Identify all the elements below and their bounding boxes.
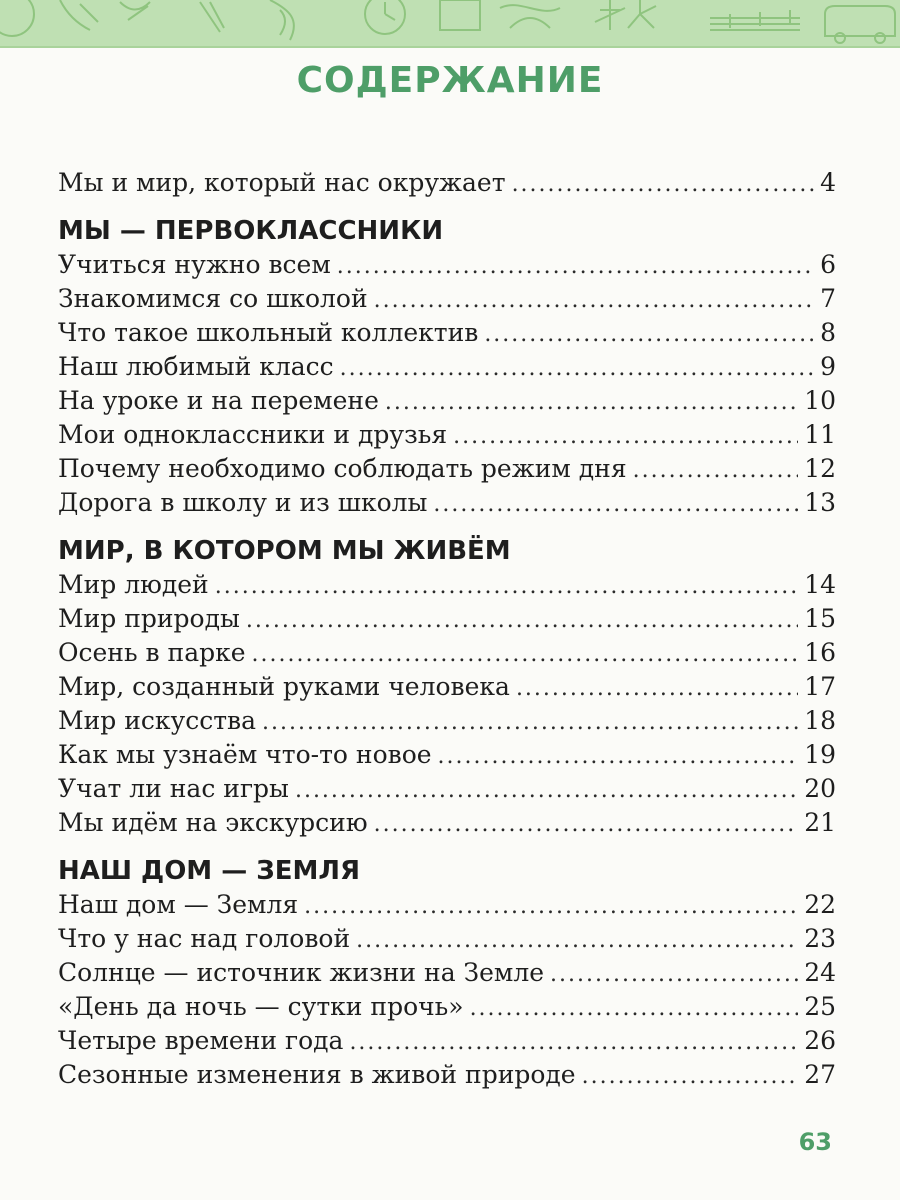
- toc-entry-page: 7: [820, 284, 836, 313]
- toc-entry-label: Учиться нужно всем: [58, 250, 331, 279]
- toc-entry-page: 19: [804, 740, 836, 769]
- toc-entry-page: 16: [804, 638, 836, 667]
- dot-leader: [349, 1026, 798, 1060]
- dot-leader: [550, 958, 798, 992]
- toc-entry[interactable]: [58, 248, 836, 282]
- page-number: 63: [798, 1128, 832, 1156]
- section-heading-world-we-live-in: МИР, В КОТОРОМ МЫ ЖИВЁМ: [58, 536, 511, 566]
- toc-entry-page: 25: [804, 992, 836, 1021]
- toc-entry[interactable]: [58, 922, 836, 956]
- toc-entry[interactable]: [58, 384, 836, 418]
- toc-entry[interactable]: [58, 956, 836, 990]
- toc-entry-page: 13: [804, 488, 836, 517]
- dot-leader: [337, 250, 814, 284]
- toc-entry-page: 15: [804, 604, 836, 633]
- toc-entry-label: На уроке и на перемене: [58, 386, 379, 415]
- toc-entry[interactable]: [58, 568, 836, 602]
- toc-entry-page: 26: [804, 1026, 836, 1055]
- toc-entry-label: Мир людей: [58, 570, 209, 599]
- section-entries-world-we-live-in: [58, 568, 836, 840]
- toc-entry-label: Что у нас над головой: [58, 924, 351, 953]
- toc-entry[interactable]: [58, 316, 836, 350]
- section-entries-our-home-earth: [58, 888, 836, 1092]
- toc-entry-page: 23: [804, 924, 836, 953]
- toc-entry-label: Осень в парке: [58, 638, 246, 667]
- toc-entry[interactable]: [58, 738, 836, 772]
- page-title: СОДЕРЖАНИЕ: [296, 60, 604, 101]
- toc-entry-page: 27: [804, 1060, 836, 1089]
- dot-leader: [252, 638, 799, 672]
- toc-entry-label: Дорога в школу и из школы: [58, 488, 428, 517]
- toc-entry-label: Мир искусства: [58, 706, 257, 735]
- dot-leader: [433, 488, 798, 522]
- toc-entry-label: Почему необходимо соблюдать режим дня: [58, 454, 627, 483]
- dot-leader: [215, 570, 798, 604]
- toc-entry[interactable]: [58, 602, 836, 636]
- dot-leader: [385, 386, 798, 420]
- toc-entry[interactable]: [58, 1058, 836, 1092]
- toc-entry[interactable]: [58, 350, 836, 384]
- dot-leader: [304, 890, 798, 924]
- section-heading-our-home-earth: НАШ ДОМ — ЗЕМЛЯ: [58, 856, 361, 886]
- toc-entry-page: 18: [804, 706, 836, 735]
- dot-leader: [295, 774, 798, 808]
- toc-entry-page: 11: [804, 420, 836, 449]
- toc-entry[interactable]: [58, 772, 836, 806]
- toc-entry[interactable]: [58, 636, 836, 670]
- toc-entry-label: Знакомимся со школой: [58, 284, 368, 313]
- toc-entry[interactable]: [58, 990, 836, 1024]
- toc-entry-label: Мир природы: [58, 604, 240, 633]
- toc-entry[interactable]: [58, 704, 836, 738]
- toc-entry-label: Сезонные изменения в живой природе: [58, 1060, 576, 1089]
- toc-entry[interactable]: [58, 418, 836, 452]
- toc-entry-intro[interactable]: [58, 166, 836, 200]
- toc-entry-page: 6: [820, 250, 836, 279]
- toc-entry-label: Наш любимый класс: [58, 352, 334, 381]
- toc-entry-label: Как мы узнаём что-то новое: [58, 740, 432, 769]
- toc-entry[interactable]: [58, 670, 836, 704]
- dot-leader: [262, 706, 798, 740]
- dot-leader: [484, 318, 814, 352]
- toc-entry[interactable]: [58, 282, 836, 316]
- toc-entry[interactable]: [58, 806, 836, 840]
- dot-leader: [374, 284, 814, 318]
- toc-entry[interactable]: [58, 888, 836, 922]
- doodle-pattern-icon: [0, 0, 900, 46]
- toc-entry-page: 12: [804, 454, 836, 483]
- section-entries-first-graders: [58, 248, 836, 520]
- dot-leader: [374, 808, 799, 842]
- toc-entry-page: 20: [804, 774, 836, 803]
- toc-entry-label: Мир, созданный руками человека: [58, 672, 510, 701]
- section-heading-first-graders: МЫ — ПЕРВОКЛАССНИКИ: [58, 216, 444, 246]
- toc-entry-page: 4: [820, 168, 836, 197]
- toc-entry-label: Мы идём на экскурсию: [58, 808, 368, 837]
- toc-entry-page: 14: [804, 570, 836, 599]
- toc-entry-label: Учат ли нас игры: [58, 774, 289, 803]
- toc-entry[interactable]: [58, 486, 836, 520]
- toc-entry-page: 22: [804, 890, 836, 919]
- toc-entry-label: Четыре времени года: [58, 1026, 344, 1055]
- dot-leader: [470, 992, 799, 1026]
- dot-leader: [516, 672, 798, 706]
- toc-entry-page: 10: [804, 386, 836, 415]
- toc-entry-label: «День да ночь — сутки прочь»: [58, 992, 464, 1021]
- dot-leader: [246, 604, 798, 638]
- dot-leader: [582, 1060, 799, 1094]
- toc-entry[interactable]: [58, 452, 836, 486]
- table-of-contents: [58, 166, 836, 1092]
- toc-entry-page: 21: [804, 808, 836, 837]
- toc-entry-page: 9: [820, 352, 836, 381]
- toc-entry[interactable]: [58, 1024, 836, 1058]
- decorative-header-band: [0, 0, 900, 48]
- toc-entry-page: 8: [820, 318, 836, 347]
- dot-leader: [438, 740, 799, 774]
- toc-entry-label: Мои одноклассники и друзья: [58, 420, 448, 449]
- dot-leader: [340, 352, 814, 386]
- toc-entry-page: 17: [804, 672, 836, 701]
- dot-leader: [633, 454, 799, 488]
- dot-leader: [453, 420, 798, 454]
- toc-entry-label: Мы и мир, который нас окружает: [58, 168, 506, 197]
- toc-entry-label: Наш дом — Земля: [58, 890, 299, 919]
- toc-entry-label: Солнце — источник жизни на Земле: [58, 958, 545, 987]
- dot-leader: [356, 924, 798, 958]
- toc-entry-label: Что такое школьный коллектив: [58, 318, 479, 347]
- dot-leader: [512, 168, 815, 202]
- toc-entry-page: 24: [804, 958, 836, 987]
